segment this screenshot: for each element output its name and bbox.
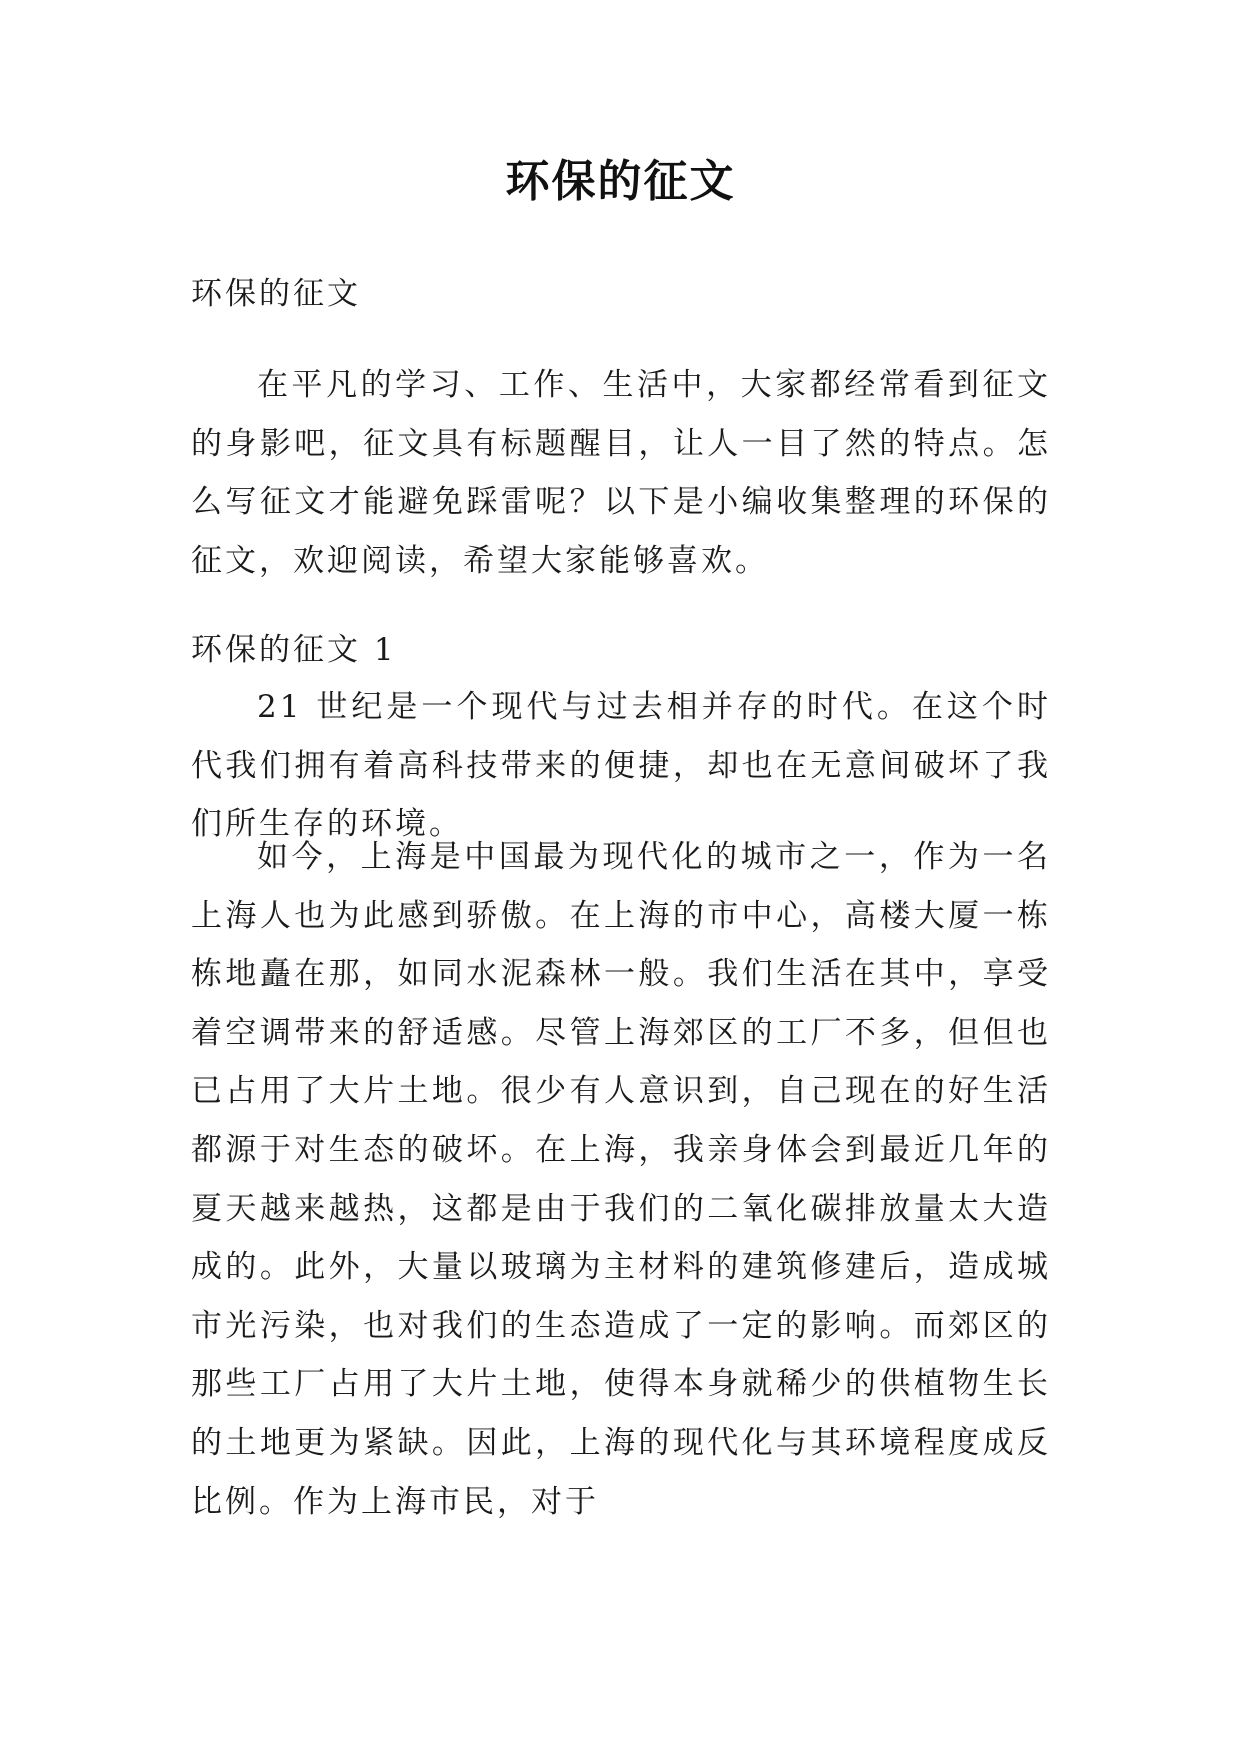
body-paragraph-1: 21 世纪是一个现代与过去相并存的时代。在这个时代我们拥有着高科技带来的便捷，却也在无意间破坏了我们所生存的环境。 [191,689,1051,843]
document-title: 环保的征文 [505,156,736,207]
body-paragraph-2: 如今，上海是中国最为现代化的城市之一，作为一名上海人也为此感到骄傲。在上海的市中心，高楼大厦一栋栋地矗在那，如同水泥森林一般。我们生活在其中，享受着空调带来的舒适感。尽管上海郊区的工厂不多，但但也已占用了大片土地。很少有人意识到，自己现在的好生活都源于对生态的破坏。在上海，我亲身体会到最近几年的夏天越来越热，这都是由于我们的二氧化碳排放量太大造成的。此外，大量以玻璃为主材料的建筑修建后，造成城市光污染，也对我们的生态造成了一定的影响。而郊区的那些工厂占用了大片土地，使得本身就稀少的供植物生长的土地更为紧缺。因此，上海的现代化与其环境程度成反比例。作为上海市民，对于 [191,839,1051,1520]
intro-paragraph: 在平凡的学习、工作、生活中，大家都经常看到征文的身影吧，征文具有标题醒目，让人一目了然的特点。怎么写征文才能避免踩雷呢？以下是小编收集整理的环保的征文，欢迎阅读，希望大家能够喜欢。 [191,367,1051,579]
section-heading: 环保的征文 1 [191,632,397,668]
document-subtitle: 环保的征文 [191,276,361,312]
